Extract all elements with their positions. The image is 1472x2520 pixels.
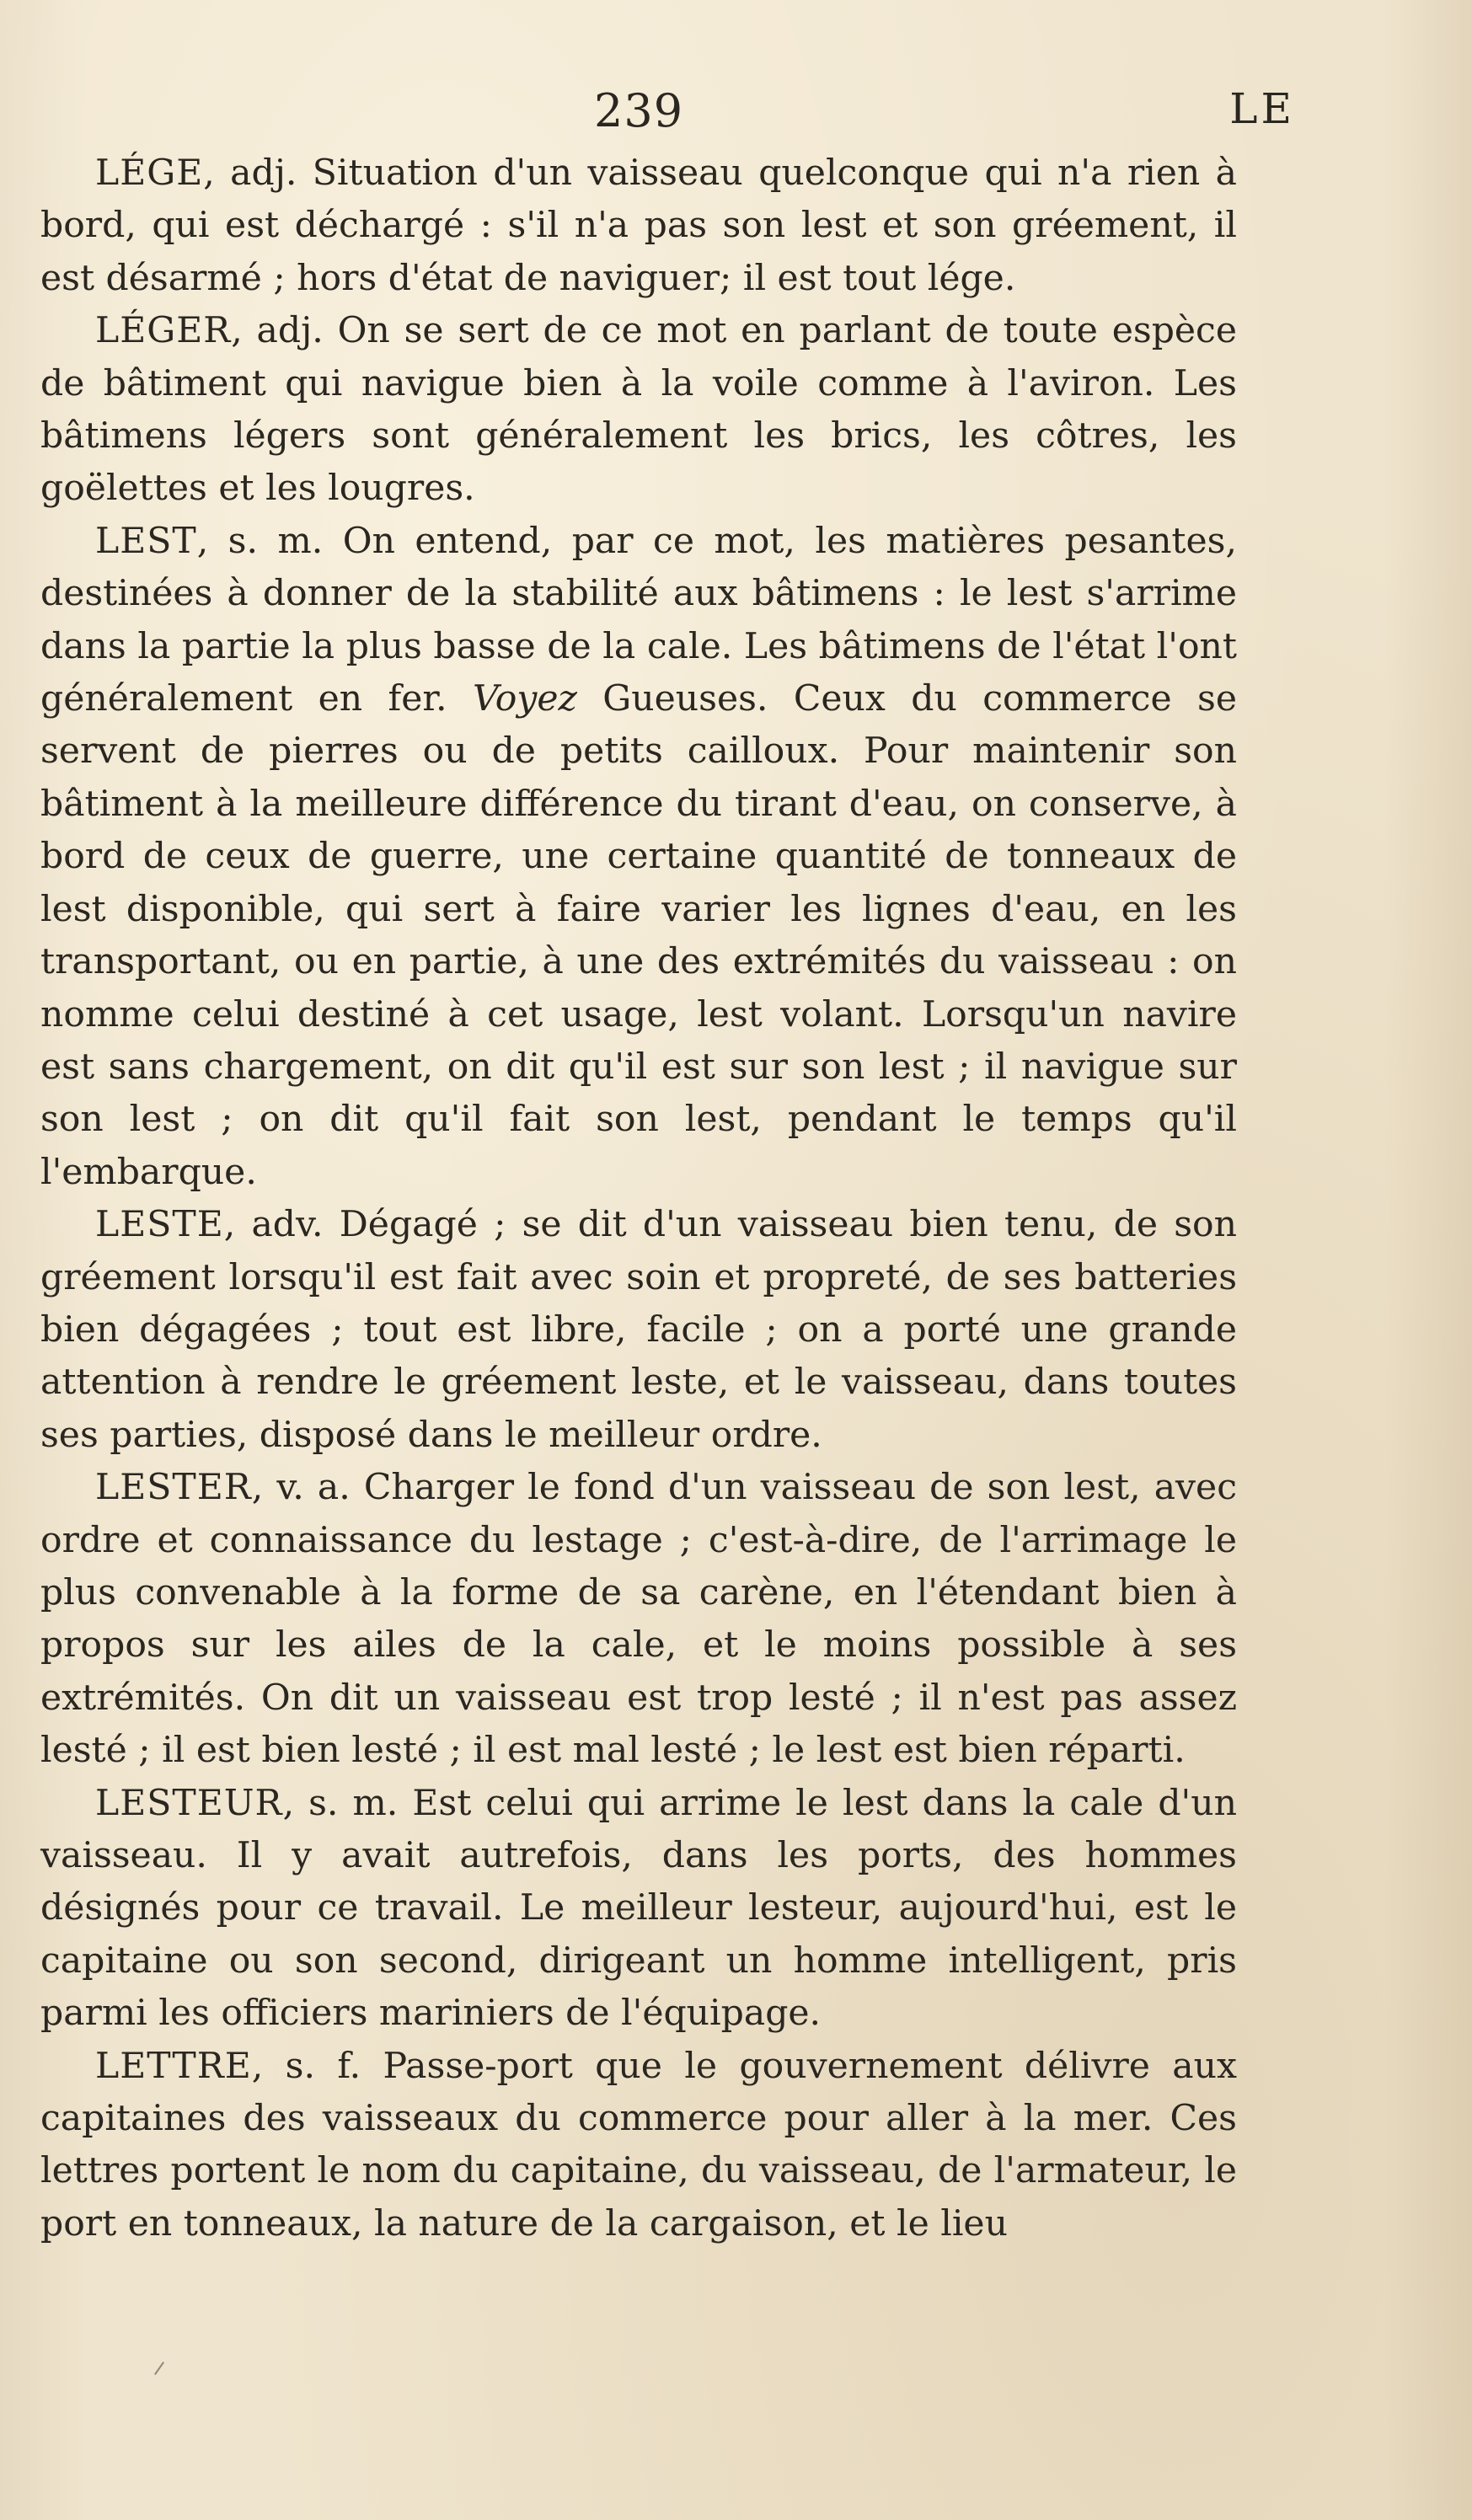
- headword: LETTRE: [95, 2045, 252, 2087]
- definition: Dégagé ; se dit d'un vaisseau bien tenu, de son gréement lorsqu'il est fait avec soin et propreté, de ses batteries bien dégagées ; tout est libre, facile ; on a porté une grande attention à rendre le gréement leste, et le vaisseau, dans toutes ses parties, disposé dans le meilleur ordre.: [40, 1204, 1237, 1456]
- headword: LEST: [95, 520, 197, 562]
- definition: Charger le fond d'un vaisseau de son lest, avec ordre et connaissance du lestage ; c'est-à-dire, de l'arrimage le plus convenable à la forme de sa carène, en l'étendant bien à propos sur les ailes de la cale, et le moins possible à ses extrémités. On dit un vaisseau est trop lesté ; il n'est pas assez lesté ; il est bien lesté ; il est mal lesté ; le lest est bien réparti.: [40, 1467, 1237, 1772]
- entry-leger: [40, 305, 1237, 516]
- cross-reference: Voyez: [472, 678, 577, 720]
- grammar-note: , adj.: [231, 310, 324, 352]
- entry-leste: [40, 1199, 1237, 1462]
- headword: LÉGER: [95, 310, 232, 352]
- definition: Est celui qui arrime le lest dans la cale d'un vaisseau. Il y avait autrefois, dans les ports, des hommes désignés pour ce travail. Le meilleur lesteur, aujourd'hui, est le capitaine ou son second, dirigeant un homme intelligent, pris parmi les officiers mariniers de l'équipage.: [40, 1782, 1237, 2035]
- dictionary-text: [40, 147, 1237, 2250]
- grammar-note: , adj.: [203, 152, 297, 194]
- grammar-note: , s. m.: [282, 1782, 399, 1824]
- headword: LESTER: [95, 1467, 252, 1509]
- entry-lettre: [40, 2041, 1237, 2251]
- grammar-note: , adv.: [223, 1204, 324, 1246]
- ink-mark: [154, 2362, 164, 2375]
- section-letters: LE: [1229, 84, 1295, 133]
- page-number: 239: [594, 84, 684, 137]
- definition: Situation d'un vaisseau quelconque qui n'a rien à bord, qui est déchargé : s'il n'a pas son lest et son gréement, il est désarmé ; hors d'état de naviguer; il est tout lége.: [40, 152, 1238, 299]
- grammar-note: , s. m.: [196, 520, 324, 562]
- entry-lege: [40, 147, 1237, 305]
- entry-lester: [40, 1462, 1237, 1777]
- headword: LÉGE: [95, 152, 204, 194]
- definition: On se sert de ce mot en parlant de toute espèce de bâtiment qui navigue bien à la voile comme à l'aviron. Les bâtimens légers sont généralement les brics, les côtres, les goëlettes et les lougres.: [40, 310, 1238, 510]
- definition: Passe-port que le gouvernement délivre aux capitaines des vaisseaux du commerce pour aller à la mer. Ces lettres portent le nom du capitaine, du vaisseau, de l'armateur, le port en tonneaux, la nature de la cargaison, et le lieu: [40, 2045, 1237, 2244]
- grammar-note: , s. f.: [251, 2045, 361, 2087]
- definition-continued: Gueuses. Ceux du commerce se servent de pierres ou de petits cailloux. Pour maintenir son bâtiment à la meilleure différence du tirant d'eau, on conserve, à bord de ceux de guerre, une certaine quantité de tonneaux de lest disponible, qui sert à faire varier les lignes d'eau, en les transportant, ou en partie, à une des extrémités du vaisseau : on nomme celui destiné à cet usage, lest volant. Lorsqu'un navire est sans chargement, on dit qu'il est sur son lest ; il navigue sur son lest ; on dit qu'il fait son lest, pendant le temps qu'il l'embarque.: [40, 678, 1237, 1193]
- running-head: [93, 84, 1295, 152]
- headword: LESTEUR: [95, 1782, 283, 1824]
- definition: On entend, par ce mot, les matières pesantes, destinées à donner de la stabilité aux bâtimens : le lest s'arrime dans la partie la plus basse de la cale. Les bâtimens de l'état l'ont généralement en fer.: [40, 520, 1237, 720]
- grammar-note: , v. a.: [251, 1467, 351, 1509]
- entry-lesteur: [40, 1778, 1237, 2041]
- headword: LESTE: [95, 1204, 224, 1246]
- entry-lest: [40, 516, 1237, 1199]
